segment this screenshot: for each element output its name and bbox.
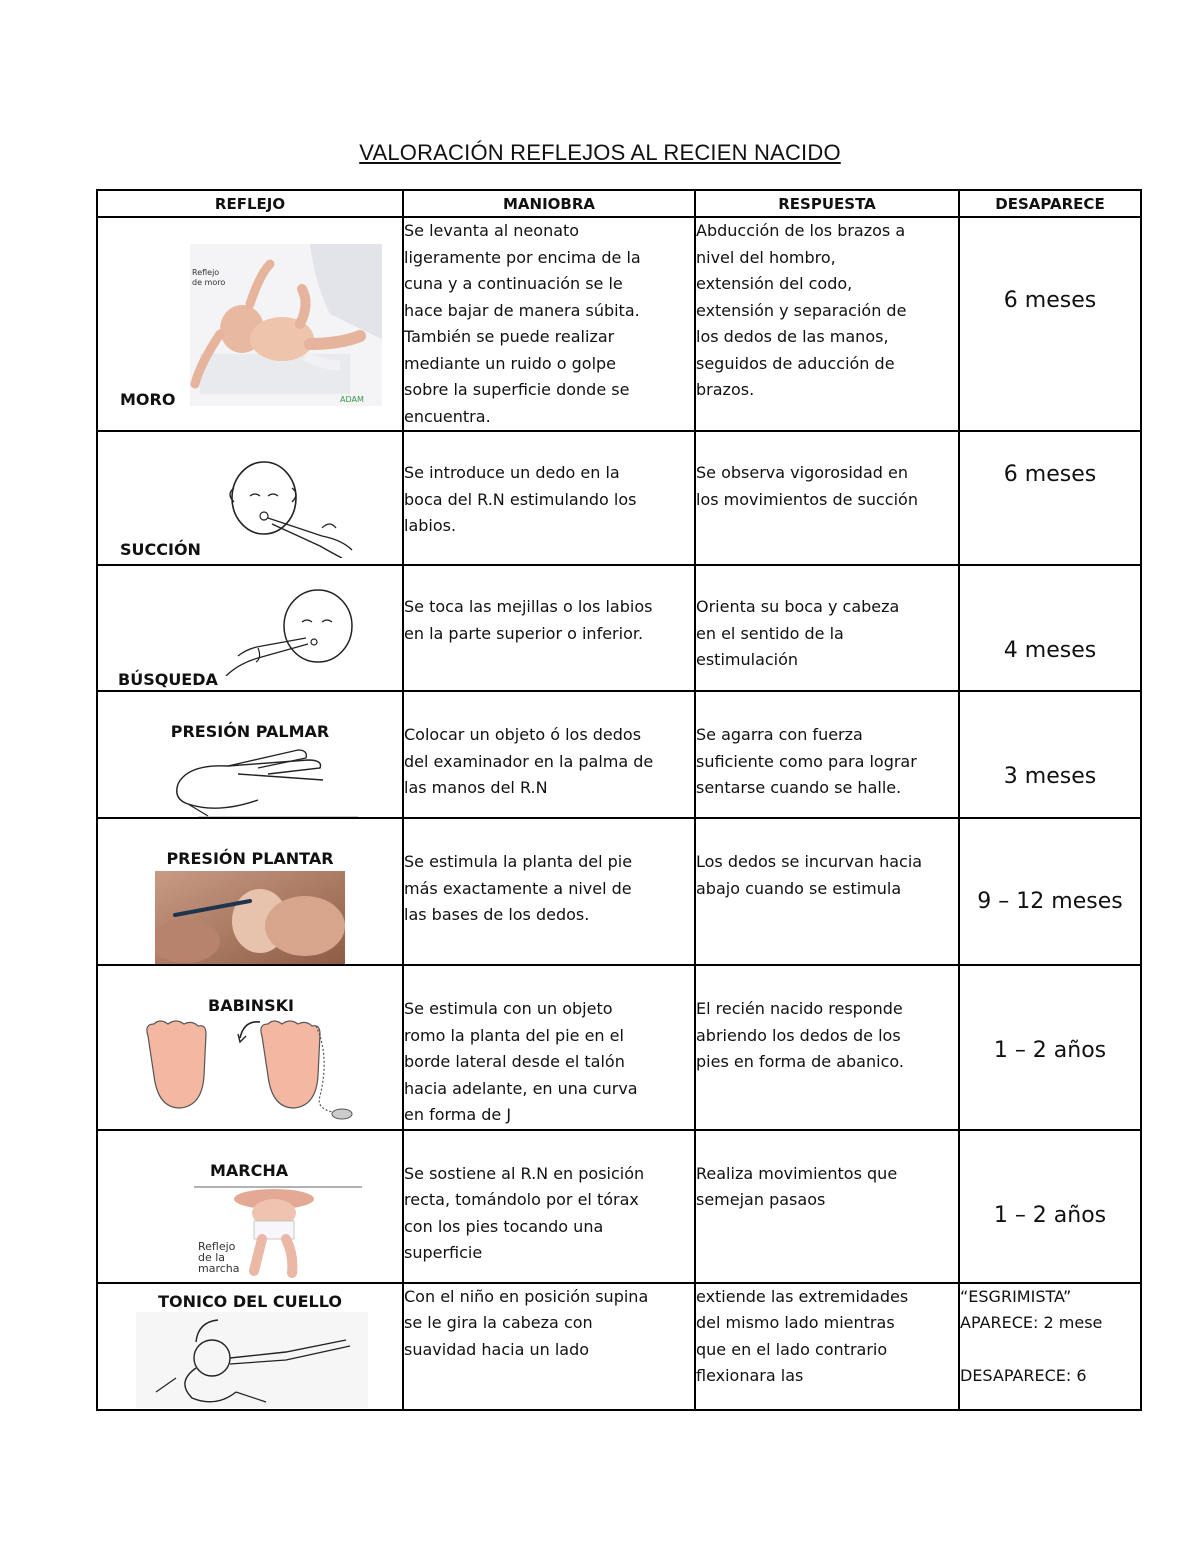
svg-text:ADAM: ADAM [340,395,364,404]
table-row [97,1130,1141,1283]
reflex-cell-busqueda [97,565,403,691]
baby-rooting-sketch-icon [218,586,378,676]
desaparece-cell: 1 – 2 años [959,965,1141,1130]
table-row [97,818,1141,965]
reflex-name: BABINSKI [208,996,294,1015]
palmar-grasp-sketch-icon [148,744,358,818]
reflex-name: MARCHA [210,1160,289,1180]
maniobra-cell: Se estimula con un objeto romo la planta del pie en el borde lateral desde el talón hacia adelante, en una curva en forma de J [403,965,695,1130]
table-header-row [97,190,1141,217]
desaparece-cell: 9 – 12 meses [959,818,1141,965]
reflex-name: SUCCIÓN [120,540,201,559]
respuesta-cell: El recién nacido responde abriendo los dedos de los pies en forma de abanico. [695,965,959,1130]
reflex-table [96,189,1142,1411]
baby-sucking-sketch-icon [202,458,382,558]
reflex-cell-moro [97,217,403,431]
desaparece-cell: 6 meses [959,431,1141,565]
maniobra-cell: Colocar un objeto ó los dedos del examinador en la palma de las manos del R.N [403,691,695,818]
maniobra-cell: Se sostiene al R.N en posición recta, tomándolo por el tórax con los pies tocando una superficie [403,1130,695,1283]
reflex-cell-marcha [97,1130,403,1283]
reflex-cell-succion [97,431,403,565]
reflex-name: PRESIÓN PALMAR [170,722,330,741]
respuesta-cell: Abducción de los brazos a nivel del hombro, extensión del codo, extensión y separación de los dedos de las manos, seguidos de aducción de brazos. [695,217,959,431]
moro-image-caption: Reflejo de moro [192,268,226,287]
respuesta-cell: Realiza movimientos que semejan pasaos [695,1130,959,1283]
maniobra-cell: Se toca las mejillas o los labios en la parte superior o inferior. [403,565,695,691]
plantar-foot-photo-icon [155,871,345,965]
reflex-name: BÚSQUEDA [118,670,218,689]
desaparece-cell: 4 meses [959,565,1141,691]
respuesta-cell: Orienta su boca y cabeza en el sentido de la estimulación [695,565,959,691]
table-row [97,565,1141,691]
header-desaparece: DESAPARECE [959,190,1141,217]
table-row [97,217,1141,431]
table-row [97,1283,1141,1410]
reflex-cell-babinski [97,965,403,1130]
table-row [97,965,1141,1130]
maniobra-cell: Se introduce un dedo en la boca del R.N estimulando los labios. [403,431,695,565]
desaparece-cell: 3 meses [959,691,1141,818]
reflex-cell-presion-palmar [97,691,403,818]
respuesta-cell: Los dedos se incurvan hacia abajo cuando se estimula [695,818,959,965]
marcha-image-caption: Reflejo de la marcha [198,1239,240,1275]
desaparece-cell: 6 meses [959,217,1141,431]
tonic-neck-sketch-icon [136,1312,368,1408]
reflex-name: TONICO DEL CUELLO [158,1291,342,1311]
maniobra-cell: Se estimula la planta del pie más exactamente a nivel de las bases de los dedos. [403,818,695,965]
table-row [97,691,1141,818]
maniobra-cell: Se levanta al neonato ligeramente por encima de la cuna y a continuación se le hace bajar de manera súbita. También se puede realizar mediante un ruido o golpe sobre la superficie donde se encuentra. [403,217,695,431]
header-reflejo: REFLEJO [97,190,403,217]
babinski-feet-illustration-icon [140,1016,360,1120]
desaparece-cell: 1 – 2 años [959,1130,1141,1283]
respuesta-cell: Se observa vigorosidad en los movimientos de succión [695,431,959,565]
page-title: VALORACIÓN REFLEJOS AL RECIEN NACIDO [359,140,841,165]
reflex-cell-presion-plantar [97,818,403,965]
maniobra-cell: Con el niño en posición supina se le gira la cabeza con suavidad hacia un lado [403,1283,695,1410]
table-row [97,431,1141,565]
header-maniobra: MANIOBRA [403,190,695,217]
reflex-name: PRESIÓN PLANTAR [166,849,334,868]
reflex-name: MORO [120,390,176,409]
desaparece-cell: “ESGRIMISTA” APARECE: 2 mese DESAPARECE: 6 [959,1283,1141,1410]
header-respuesta: RESPUESTA [695,190,959,217]
reflex-cell-tonico-del-cuello [97,1283,403,1410]
respuesta-cell: Se agarra con fuerza suficiente como para lograr sentarse cuando se halle. [695,691,959,818]
respuesta-cell: extiende las extremidades del mismo lado mientras que en el lado contrario flexionara las [695,1283,959,1410]
